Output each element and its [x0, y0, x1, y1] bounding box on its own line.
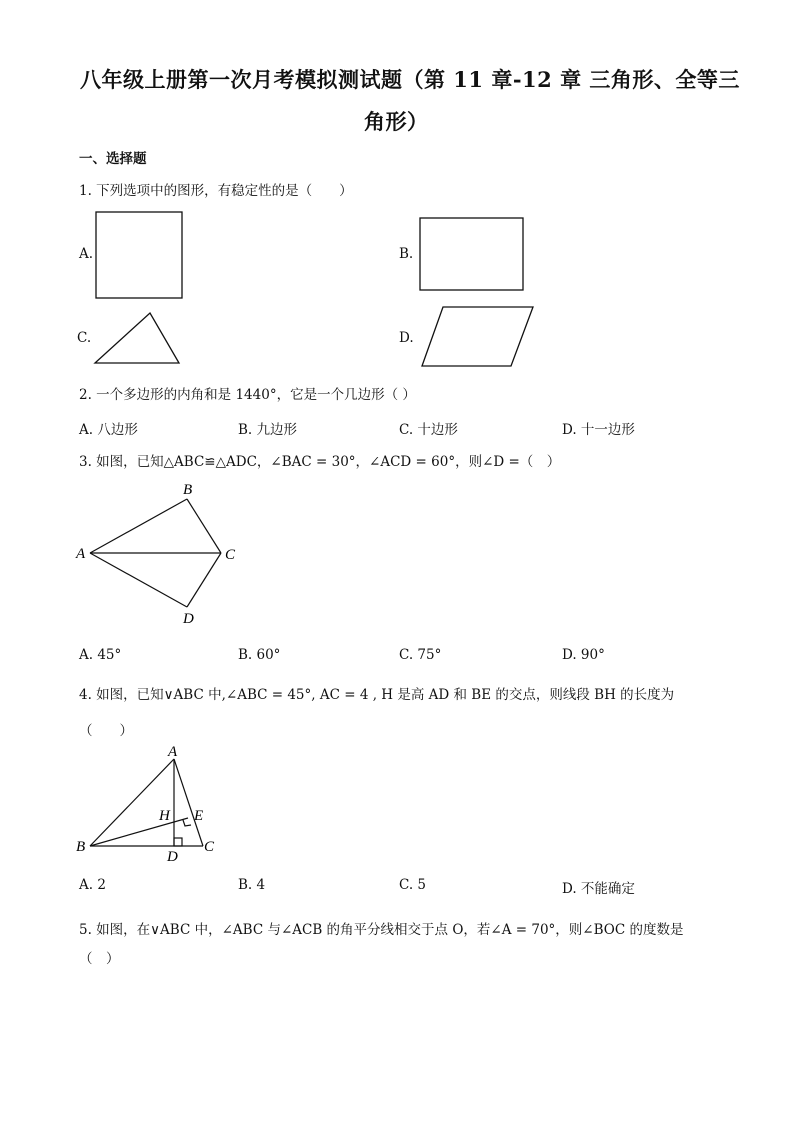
q2-option-c[interactable]: C. 十边形: [399, 422, 458, 438]
q1-option-d-label[interactable]: D.: [399, 330, 414, 346]
question-4-paren: （ ）: [79, 723, 133, 739]
q3-kite-diagram: [70, 478, 250, 628]
q4-label-h: H: [159, 808, 170, 824]
question-4-stem: 4. 如图，已知∨ABC 中,∠ABC = 45°, AC = 4 , H 是高 AD 和 BE 的交点，则线段 BH 的长度为: [79, 687, 675, 703]
q4-triangle-diagram: [70, 742, 230, 867]
q3-label-a: A: [76, 546, 86, 562]
q3-label-b: B: [183, 482, 193, 498]
page-title: 八年级上册第一次月考模拟测试题（第 11 章-12 章 三角形、全等三: [80, 67, 740, 92]
q1-triangle-figure: [92, 310, 184, 366]
q3-option-d[interactable]: D. 90°: [562, 647, 605, 663]
q4-label-a: A: [168, 744, 178, 760]
section-heading: 一、选择题: [79, 151, 147, 167]
q4-label-e: E: [194, 808, 204, 824]
question-2-stem: 2. 一个多边形的内角和是 1440°，它是一个几边形（ ）: [79, 387, 416, 403]
q2-option-d[interactable]: D. 十一边形: [562, 422, 635, 438]
question-5-stem: 5. 如图，在∨ABC 中，∠ABC 与∠ACB 的角平分线相交于点 O，若∠A = 70°，则∠BOC 的度数是: [79, 922, 684, 938]
q4-option-d[interactable]: D. 不能确定: [562, 881, 635, 897]
question-1-stem: 1. 下列选项中的图形，有稳定性的是（ ）: [79, 183, 353, 199]
q4-label-d: D: [167, 849, 178, 865]
q3-label-c: C: [225, 547, 236, 563]
q3-option-a[interactable]: A. 45°: [79, 647, 122, 663]
q4-option-c[interactable]: C. 5: [399, 877, 427, 893]
q2-option-b[interactable]: B. 九边形: [238, 422, 298, 438]
q3-option-b[interactable]: B. 60°: [238, 647, 281, 663]
question-3-stem: 3. 如图，已知△ABC≌△ADC，∠BAC = 30°，∠ACD = 60°，则∠D =（ ）: [79, 454, 561, 470]
q1-rectangle-figure: [418, 216, 526, 292]
q4-label-b: B: [76, 839, 86, 855]
question-5-paren: （ ）: [79, 951, 120, 967]
q1-option-c-label[interactable]: C.: [77, 330, 92, 346]
page-title-line2: 角形）: [364, 109, 429, 134]
q1-parallelogram-figure: [419, 305, 537, 369]
q3-label-d: D: [183, 611, 194, 627]
q4-option-b[interactable]: B. 4: [238, 877, 266, 893]
q1-option-a-label[interactable]: A.: [79, 246, 94, 262]
q1-option-b-label[interactable]: B.: [399, 246, 414, 262]
q3-option-c[interactable]: C. 75°: [399, 647, 442, 663]
q1-square-figure: [94, 210, 186, 300]
q4-label-c: C: [204, 839, 215, 855]
q2-option-a[interactable]: A. 八边形: [79, 422, 138, 438]
q4-option-a[interactable]: A. 2: [79, 877, 106, 893]
